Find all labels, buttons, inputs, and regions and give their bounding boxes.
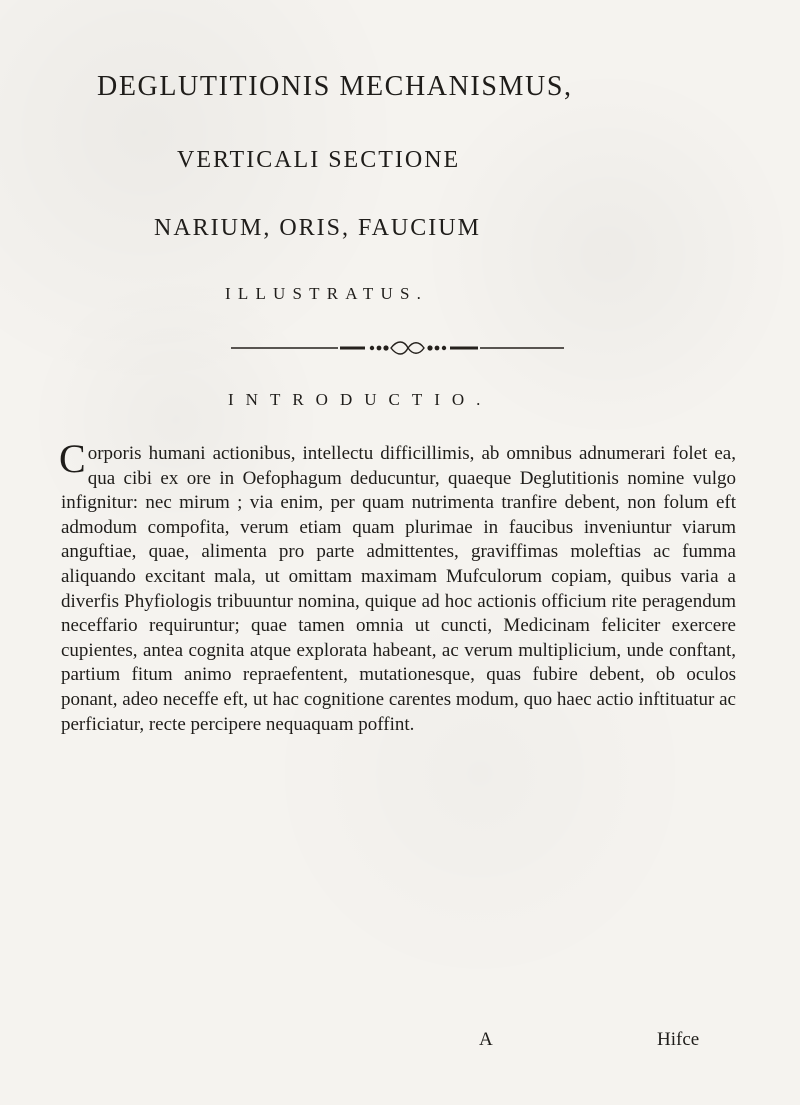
body-paragraph: [59, 436, 736, 737]
subtitle-line-1: VERTICALI SECTIONE: [177, 147, 461, 173]
document-title: DEGLUTITIONIS MECHANISMUS,: [97, 71, 573, 102]
section-heading: INTRODUCTIO.: [228, 390, 493, 409]
subtitle-line-2: NARIUM, ORIS, FAUCIUM: [154, 215, 481, 241]
drop-cap-letter: C: [59, 436, 86, 481]
catchword: Hifce: [657, 1029, 700, 1050]
decorative-rule: [230, 336, 565, 358]
body-paragraph-text: orporis humani actionibus, intellectu difficillimis, ab omnibus adnumerari folet ea, qua cibi ex ore in Oefophagum deducuntur, quaeque Deglutitionis nomine vulgo infignitur: nec mirum ; via enim, per quam nutrimenta tranfire debent, non folum eft admodum compofita, verum etiam quam plurimae in faucibus inveniuntur viarum anguftiae, quae, alimenta pro parte admittentes, graviffimas moleftias ac fumma aliquando excitant mala, ut omittam maximam Mufculorum copiam, quibus varia a diverfis Phyfiologis tribuuntur nomina, quique ad hoc actionis officium rite peragendum neceffario requiruntur; quae tamen omnia ut cuncti, Medicinam feliciter exercere cupientes, antea cognita atque explorata habeant, ac verum multiplicium, unde conftant, partium fitum animo repraefentent, mutationesque, quas fubire debent, ob oculos ponant, adeo neceffe eft, ut hac cognitione carentes modum, quo haec actio inftituatur ac perficiatur, recte percipere nequaquam poffint.: [61, 443, 736, 735]
subtitle-line-3: ILLUSTRATUS.: [225, 284, 429, 303]
signature-mark: A: [479, 1029, 493, 1050]
